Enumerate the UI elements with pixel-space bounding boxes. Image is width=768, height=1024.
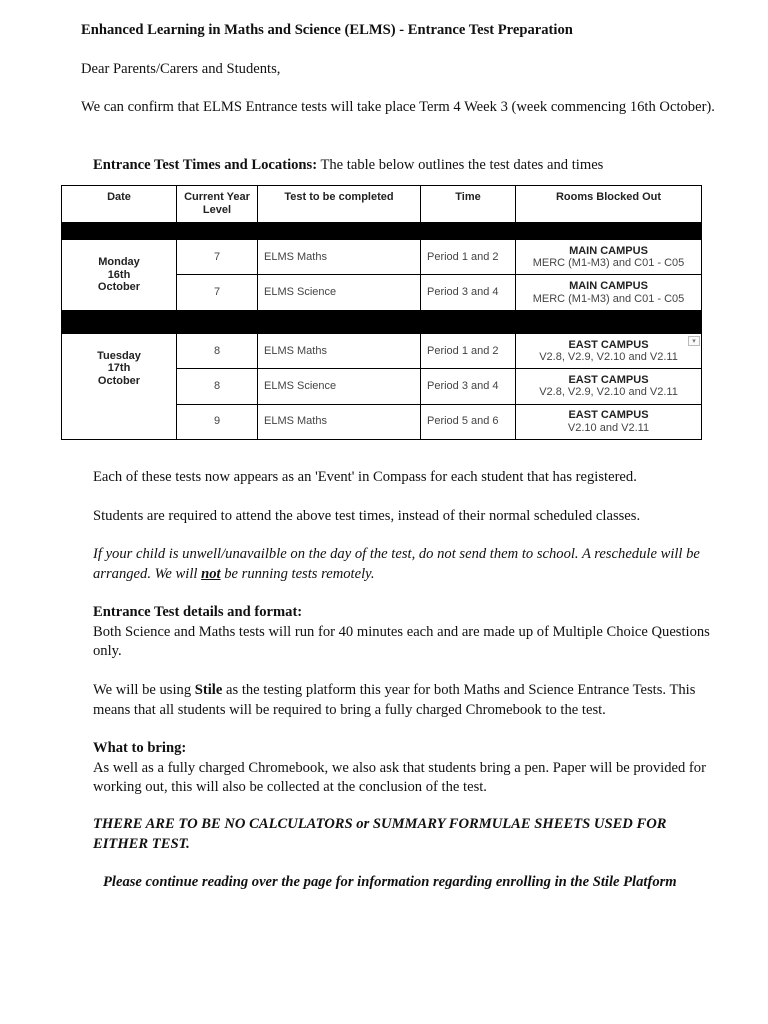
stile-text: We will be using: [93, 682, 195, 698]
test-cell: ELMS Maths: [258, 240, 421, 275]
test-schedule-table: [61, 185, 702, 440]
header-rooms: Rooms Blocked Out: [516, 186, 702, 223]
dropdown-marker-icon: ▾: [688, 336, 700, 346]
table-header-row: [62, 186, 702, 223]
table-row: [62, 240, 702, 275]
year-cell: 8: [177, 333, 258, 368]
stile-paragraph: [93, 681, 725, 720]
year-cell: 9: [177, 404, 258, 439]
bring-section: [93, 739, 725, 798]
date-cell-tuesday: [62, 333, 177, 439]
confirmation-paragraph: We can confirm that ELMS Entrance tests will take place Term 4 Week 3 (week commencing 16th October).: [81, 99, 715, 115]
header-year-level: Current Year Level: [177, 186, 258, 223]
table-intro-text: The table below outlines the test dates and times: [317, 157, 604, 173]
year-cell: 7: [177, 275, 258, 310]
test-cell: ELMS Science: [258, 275, 421, 310]
no-calculators-notice: THERE ARE TO BE NO CALCULATORS or SUMMARY FORMULAE SHEETS USED FOR EITHER TEST.: [93, 816, 667, 852]
rooms-cell: [516, 404, 702, 439]
details-section: [93, 603, 725, 662]
campus-label: MAIN CAMPUS: [569, 244, 648, 257]
year-cell: 8: [177, 369, 258, 404]
document-title: Enhanced Learning in Maths and Science (ELMS) - Entrance Test Preparation: [81, 22, 573, 38]
rooms-cell: [516, 240, 702, 275]
attendance-paragraph: Students are required to attend the above test times, instead of their normal scheduled classes.: [93, 508, 641, 524]
rooms-label: MERC (M1-M3) and C01 - C05: [532, 292, 685, 305]
header-time: Time: [421, 186, 516, 223]
campus-label: MAIN CAMPUS: [569, 280, 648, 293]
date-day: Monday: [98, 256, 140, 269]
unwell-text: If your child is unwell/unavailble on the day of the test, do not send them to school. A reschedule will be arranged. We will: [93, 546, 700, 582]
events-paragraph: Each of these tests now appears as an 'Event' in Compass for each student that has registered.: [93, 469, 637, 485]
details-text: Both Science and Maths tests will run for 40 minutes each and are made up of Multiple Choice Questions only.: [93, 623, 710, 659]
table-separator: [62, 223, 702, 240]
time-cell: Period 3 and 4: [421, 275, 516, 310]
rooms-label: V2.10 and V2.11: [567, 421, 650, 434]
rooms-label: MERC (M1-M3) and C01 - C05: [532, 257, 685, 270]
test-cell: ELMS Science: [258, 369, 421, 404]
date-month: October: [97, 281, 141, 294]
unwell-text-end: be running tests remotely.: [220, 565, 375, 582]
details-heading: Entrance Test details and format:: [93, 604, 303, 620]
campus-label: EAST CAMPUS: [568, 373, 649, 386]
table-separator: [62, 310, 702, 333]
greeting: Dear Parents/Carers and Students,: [81, 61, 281, 77]
date-number: 16th: [107, 268, 131, 281]
year-cell: 7: [177, 240, 258, 275]
time-cell: Period 1 and 2: [421, 240, 516, 275]
time-cell: Period 5 and 6: [421, 404, 516, 439]
table-intro: [93, 156, 603, 176]
rooms-cell: [516, 333, 702, 368]
rooms-label: V2.8, V2.9, V2.10 and V2.11: [539, 386, 678, 399]
continue-reading-note: Please continue reading over the page for information regarding enrolling in the Stile Platform: [103, 874, 677, 890]
test-cell: ELMS Maths: [258, 333, 421, 368]
stile-text-end: as the testing platform this year for both Maths and Science Entrance Tests. This means that all students will be required to bring a fully charged Chromebook to the test.: [93, 682, 696, 718]
test-cell: ELMS Maths: [258, 404, 421, 439]
date-cell-monday: [62, 240, 177, 311]
rooms-label: V2.8, V2.9, V2.10 and V2.11: [539, 351, 678, 364]
bring-heading: What to bring:: [93, 740, 187, 756]
date-day: Tuesday: [97, 349, 141, 362]
bring-text: As well as a fully charged Chromebook, we also ask that students bring a pen. Paper will be provided for working out, this will also be collected at the conclusion of the test.: [93, 759, 706, 795]
header-date: Date: [62, 186, 177, 223]
date-month: October: [97, 374, 141, 387]
campus-label: EAST CAMPUS: [568, 409, 649, 422]
rooms-cell: [516, 275, 702, 310]
time-cell: Period 1 and 2: [421, 333, 516, 368]
table-row: [62, 333, 702, 368]
stile-platform-name: Stile: [194, 682, 223, 698]
rooms-cell: [516, 369, 702, 404]
unwell-paragraph: [93, 545, 725, 584]
time-cell: Period 3 and 4: [421, 369, 516, 404]
campus-label: EAST CAMPUS: [568, 338, 649, 351]
date-number: 17th: [107, 362, 131, 375]
unwell-not-emphasis: not: [201, 565, 221, 582]
table-intro-heading: Entrance Test Times and Locations:: [93, 157, 318, 173]
header-test: Test to be completed: [258, 186, 421, 223]
